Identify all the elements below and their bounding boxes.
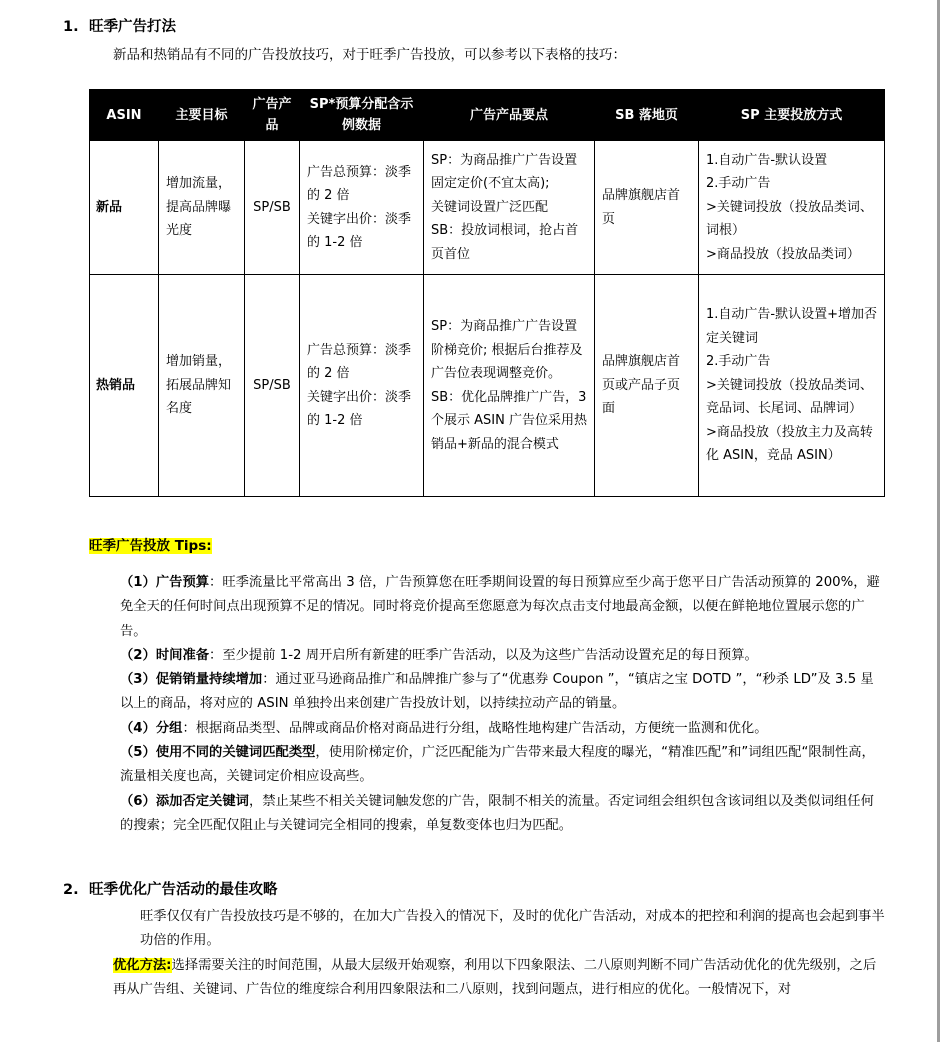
tip-text: ：通过亚马逊商品推广和品牌推广参与了“优惠券 Coupon ”，“镇店之宝 DOTD ”，“秒杀 LD”及 3.5 星以上的商品，将对应的 ASIN 单独拎出来创建广告投放计划，以持续拉动产品的销量。 bbox=[120, 672, 874, 712]
tip-text: ：根据商品类型、品牌或商品价格对商品进行分组，战略性地构建广告活动，方便统一监测和优化。 bbox=[182, 720, 768, 736]
cell-budget bbox=[300, 141, 424, 275]
cell-asin: 热销品 bbox=[90, 275, 159, 497]
tip-text: ：旺季流量比平常高出 3 倍，广告预算您在旺季期间设置的每日预算应至少高于您平日广告活动预算的 200%，避免全天的任何时间点出现预算不足的情况。同时将竞价提高至您愿意为每次点击支付地最高金额，以便在鲜艳地位置展示您的广告。 bbox=[120, 575, 880, 639]
header-asin: ASIN bbox=[90, 90, 159, 141]
table-row bbox=[90, 141, 885, 275]
cell-budget-content: 广告总预算：淡季的 2 倍 关键字出价：淡季的 1-2 倍 bbox=[307, 342, 412, 428]
cell-goal: 增加销量，拓展品牌知名度 bbox=[159, 275, 245, 497]
tip-prefix: （6） bbox=[120, 793, 156, 809]
cell-points bbox=[424, 275, 595, 497]
tip-item bbox=[113, 668, 883, 717]
tip-label: 促销销量持续增加 bbox=[155, 672, 263, 688]
table-header-row bbox=[90, 90, 885, 141]
section2-heading bbox=[63, 880, 278, 900]
tip-label: 分组 bbox=[155, 720, 183, 736]
cell-points bbox=[424, 141, 595, 275]
tip-item bbox=[113, 644, 883, 668]
section2-method bbox=[113, 954, 888, 1003]
cell-goal: 增加流量，提高品牌曝光度 bbox=[159, 141, 245, 275]
tip-item bbox=[113, 790, 883, 839]
tips-title bbox=[89, 536, 212, 556]
header-products: 广告产品 bbox=[245, 90, 300, 141]
cell-method-content: 1.自动广告-默认设置+增加否定关键词 2.手动广告 >关键词投放（投放品类词、竞品词、长尾词、品牌词） >商品投放（投放主力及高转化 ASIN，竞品 ASIN） bbox=[706, 307, 877, 464]
tip-prefix: （1） bbox=[120, 575, 156, 590]
ads-strategy-table bbox=[89, 89, 885, 497]
header-landing: SB 落地页 bbox=[595, 90, 699, 141]
tip-label: 添加否定关键词 bbox=[155, 793, 249, 809]
table-row bbox=[90, 275, 885, 497]
section2-body bbox=[113, 905, 888, 1002]
tip-prefix: （3） bbox=[120, 672, 156, 688]
cell-budget bbox=[300, 275, 424, 497]
tip-item bbox=[113, 741, 883, 790]
cell-method-content: 1.自动广告-默认设置 2.手动广告 >关键词投放（投放品类词、词根） >商品投放（投放品类词） bbox=[706, 152, 873, 262]
header-budget: SP*预算分配含示例数据 bbox=[300, 90, 424, 141]
cell-landing: 品牌旗舰店首页 bbox=[595, 141, 699, 275]
cell-points-content: SP：为商品推广广告设置阶梯竞价; 根据后台推荐及广告位表现调整竞价。 SB：优化品牌推广广告，3 个展示 ASIN 广告位采用热销品+新品的混合模式 bbox=[431, 319, 587, 452]
method-label: 优化方法: bbox=[113, 957, 172, 973]
tip-label: 广告预算 bbox=[155, 575, 210, 590]
tip-label: 使用不同的关键词匹配类型 bbox=[155, 745, 316, 761]
cell-budget-content: 广告总预算：淡季的 2 倍 关键字出价：淡季的 1-2 倍 bbox=[307, 164, 412, 250]
cell-asin: 新品 bbox=[90, 141, 159, 275]
cell-landing: 品牌旗舰店首页或产品子页面 bbox=[595, 275, 699, 497]
tips-title-highlight: 旺季广告投放 Tips: bbox=[89, 538, 212, 554]
tip-text: ，使用阶梯定价，广泛匹配能为广告带来最大程度的曝光，“精准匹配”和”词组匹配“限制性高，流量相关度也高，关键词定价相应设高些。 bbox=[120, 745, 875, 785]
tip-item bbox=[113, 717, 883, 741]
section1-title: 旺季广告打法 bbox=[89, 19, 176, 35]
tip-prefix: （5） bbox=[120, 745, 156, 761]
header-goal: 主要目标 bbox=[159, 90, 245, 141]
cell-points-content: SP：为商品推广广告设置固定定价(不宜太高); 关键词设置广泛匹配 SB：投放词根词，抢占首页首位 bbox=[431, 152, 579, 262]
tip-prefix: （4） bbox=[120, 720, 156, 736]
tips-list bbox=[113, 571, 883, 838]
tip-text: ，禁止某些不相关关键词触发您的广告，限制不相关的流量。否定词组会组织包含该词组以及类似词组任何的搜索；完全匹配仅阻止与关键词完全相同的搜索，单复数变体也归为匹配。 bbox=[120, 793, 874, 833]
section1-intro: 新品和热销品有不同的广告投放技巧，对于旺季广告投放，可以参考以下表格的技巧： bbox=[113, 47, 626, 63]
tip-item bbox=[113, 571, 883, 644]
cell-method bbox=[699, 275, 885, 497]
section2-title: 旺季优化广告活动的最佳攻略 bbox=[89, 882, 278, 898]
method-text: 选择需要关注的时间范围，从最大层级开始观察，利用以下四象限法、二八原则判断不同广告活动优化的优先级别，之后再从广告组、关键词、广告位的维度综合利用四象限法和二八原则，找到问题点，进行相应的优化。一般情况下，对 bbox=[113, 957, 877, 997]
tip-text: ：至少提前 1-2 周开启所有新建的旺季广告活动，以及为这些广告活动设置充足的每日预算。 bbox=[209, 647, 758, 663]
section1-number: 1. bbox=[63, 19, 79, 35]
tip-label: 时间准备 bbox=[155, 647, 210, 663]
header-points: 广告产品要点 bbox=[424, 90, 595, 141]
cell-products: SP/SB bbox=[245, 275, 300, 497]
cell-products: SP/SB bbox=[245, 141, 300, 275]
cell-method bbox=[699, 141, 885, 275]
tip-prefix: （2） bbox=[120, 647, 156, 663]
section2-intro: 旺季仅仅有广告投放技巧是不够的，在加大广告投入的情况下，及时的优化广告活动，对成本的把控和利润的提高也会起到事半功倍的作用。 bbox=[140, 909, 885, 949]
header-method: SP 主要投放方式 bbox=[699, 90, 885, 141]
section2-number: 2. bbox=[63, 882, 79, 898]
section1-heading bbox=[63, 17, 176, 37]
